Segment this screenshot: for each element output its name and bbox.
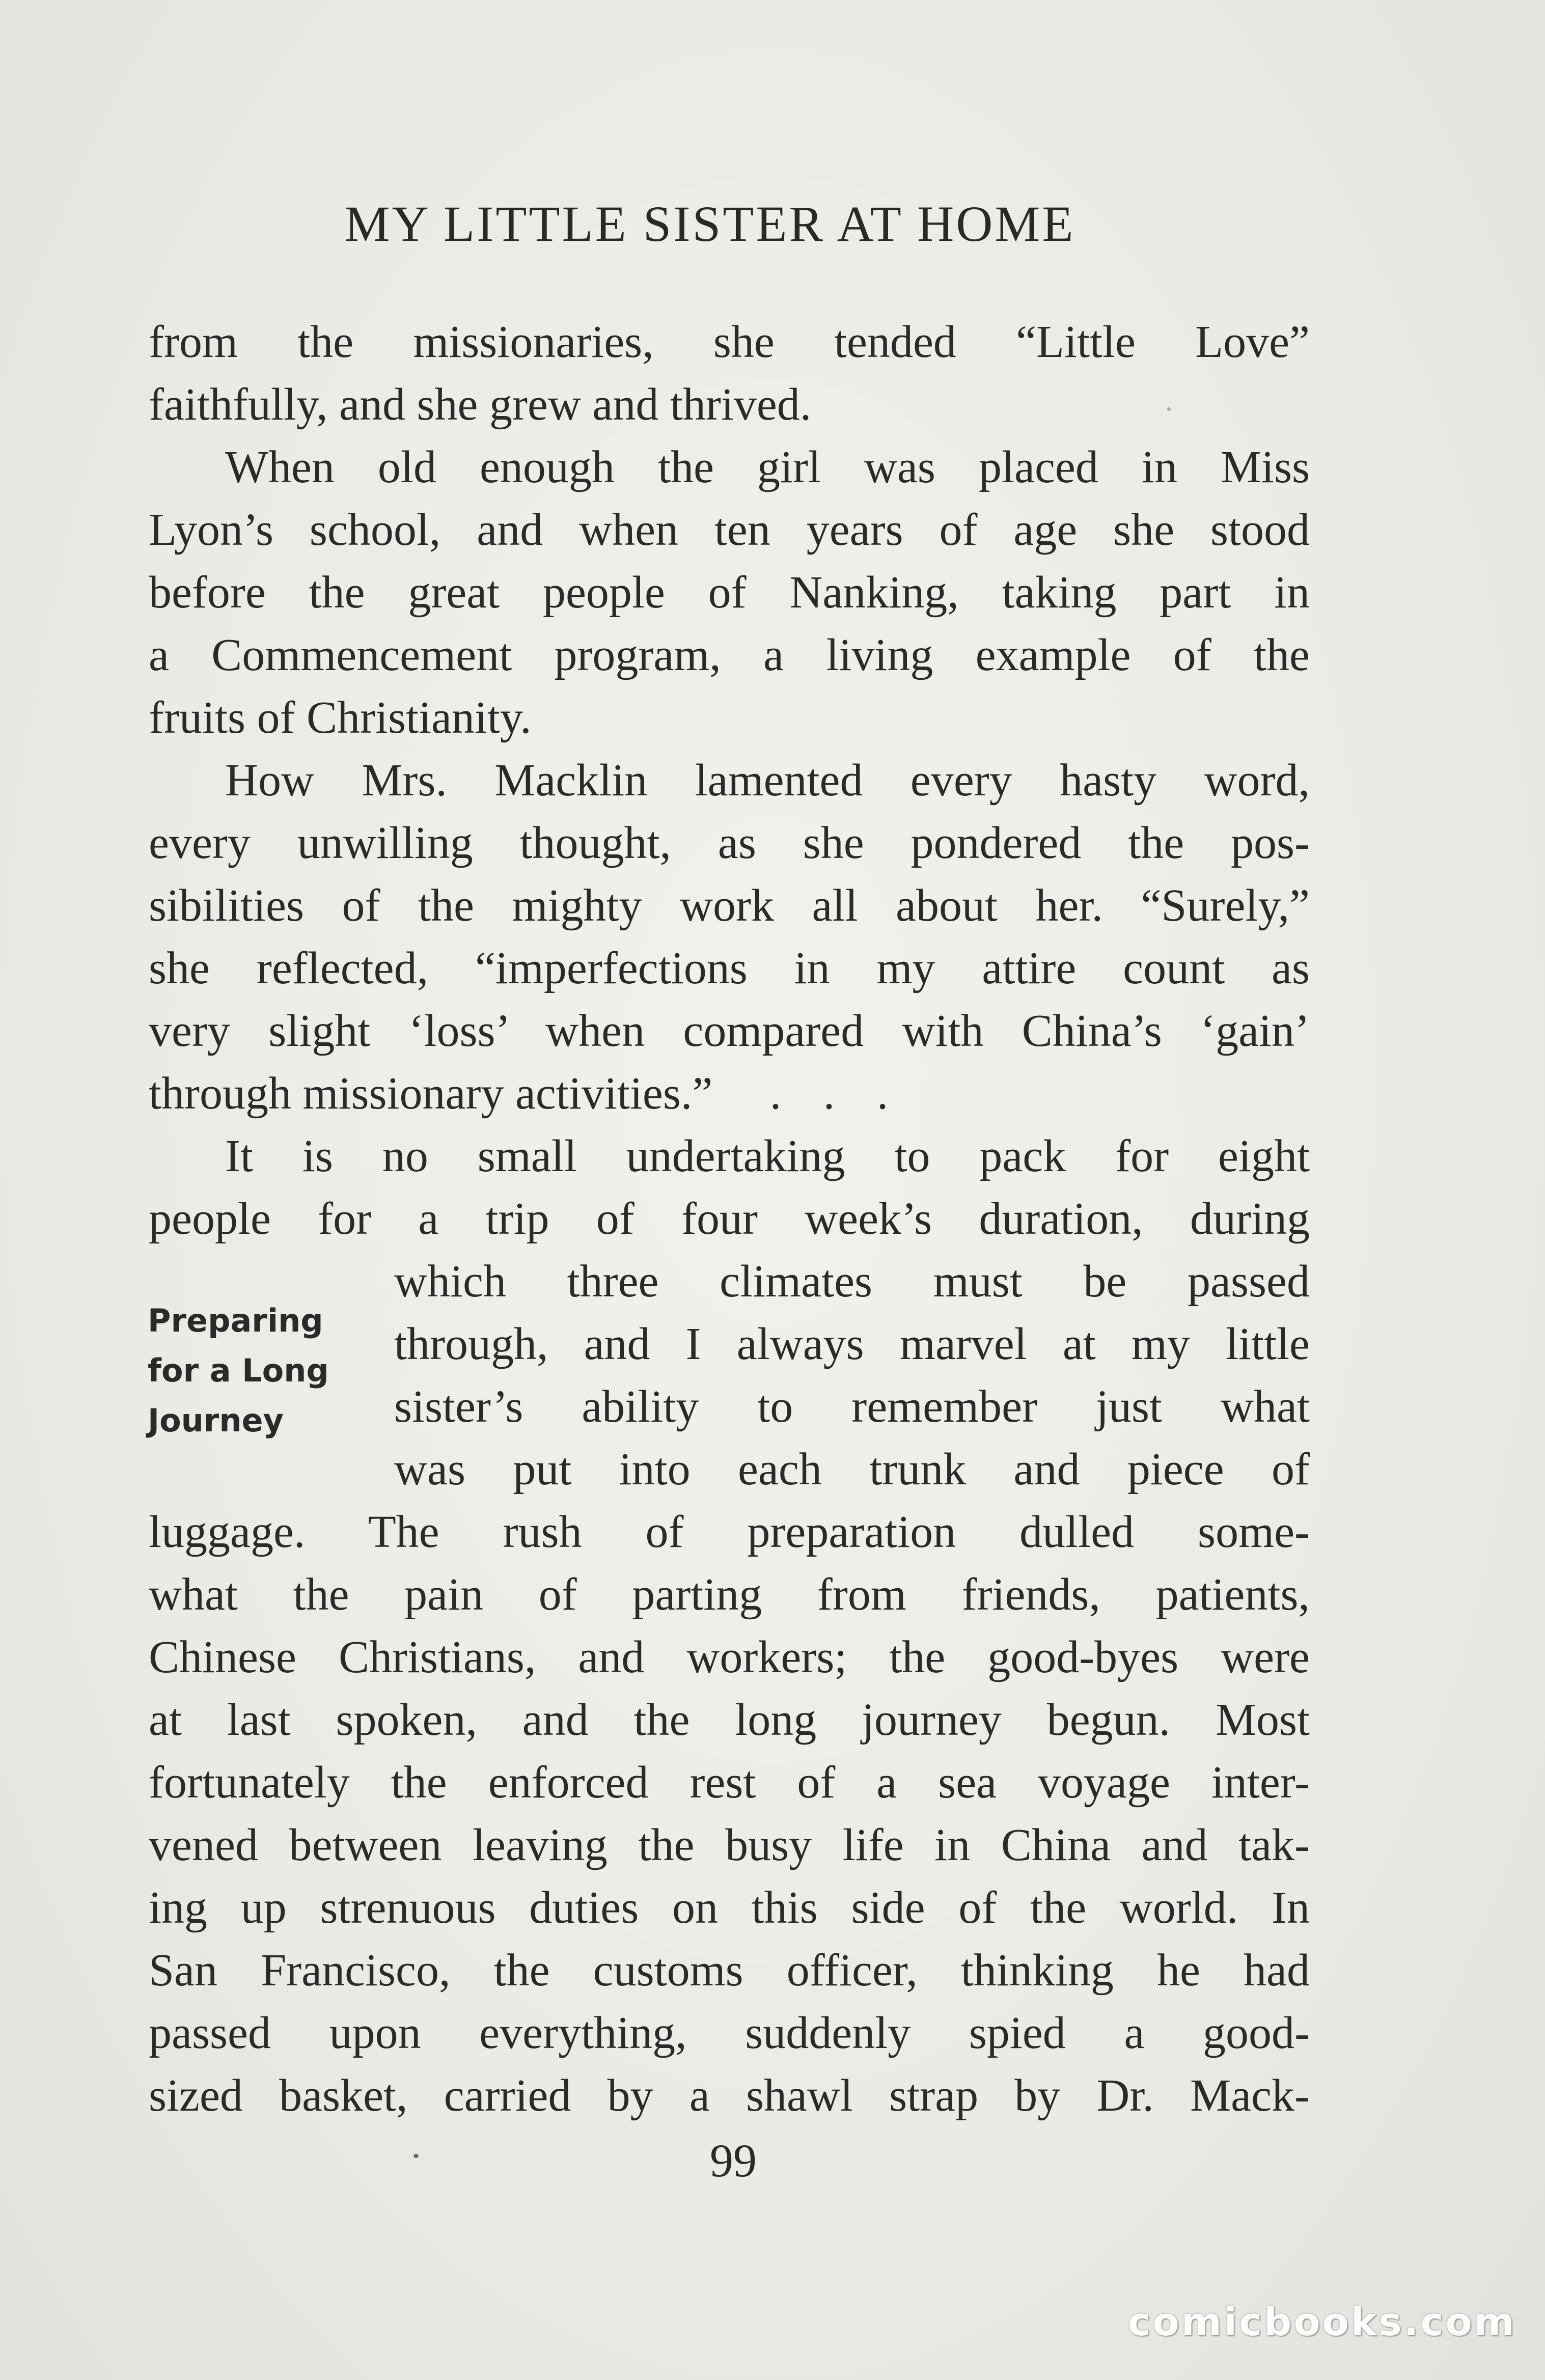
text-line: fortunately the enforced rest of a sea voyage inter- [149,1757,1310,1808]
text-line: Lyon’s school, and when ten years of age she stood [149,505,1310,555]
text-line: from the missionaries, she tended “Little Love” [149,317,1310,367]
text-line: a Commencement program, a living example of the [149,630,1310,680]
watermark-logo: comicbooks.com [1127,2299,1516,2344]
text-line: ing up strenuous duties on this side of the world. In [149,1883,1310,1933]
text-line: It is no small undertaking to pack for eight [225,1131,1310,1181]
sidenote-line: for a Long [148,1352,329,1389]
text-line: fruits of Christianity. [149,693,532,743]
body-text [149,311,1310,2127]
sidenote-line: Preparing [148,1302,323,1339]
page-number: 99 [710,2135,757,2187]
text-line: every unwilling thought, as she pondered the pos- [149,818,1310,868]
ellipsis: . . . [769,1068,904,1119]
text-line: passed upon everything, suddenly spied a good- [149,2008,1310,2058]
text-line: When old enough the girl was placed in Miss [225,442,1310,492]
text-line: San Francisco, the customs officer, thinking he had [149,1945,1310,1996]
text-line: faithfully, and she grew and thrived. [149,379,812,430]
text-line: was put into each trunk and piece of [394,1444,1310,1495]
text-line: Chinese Christians, and workers; the good-byes were [149,1632,1310,1682]
text-line-with-ellipsis [149,1062,1310,1125]
paper-speck [1167,407,1171,411]
text-line: what the pain of parting from friends, patients, [149,1569,1310,1620]
sidenote-line: Journey [148,1402,284,1439]
text-line: luggage. The rush of preparation dulled some- [149,1507,1310,1557]
text-line: sister’s ability to remember just what [394,1381,1310,1432]
text-line: sized basket, carried by a shawl strap by Dr. Mack- [149,2070,1310,2121]
running-head: MY LITTLE SISTER AT HOME [344,196,1075,252]
text-line: How Mrs. Macklin lamented every hasty word, [225,755,1310,806]
margin-sidenote [148,1296,329,1446]
text-line: vened between leaving the busy life in China and tak- [149,1820,1310,1870]
text-line: before the great people of Nanking, taking part in [149,567,1310,618]
text-line: sibilities of the mighty work all about her. “Surely,” [149,880,1310,931]
text-line: she reflected, “imperfections in my attire count as [149,943,1310,993]
text-line: people for a trip of four week’s duration, during [149,1194,1310,1244]
text-line: very slight ‘loss’ when compared with China’s ‘gain’ [149,1006,1310,1056]
text-line: through, and I always marvel at my little [394,1319,1310,1369]
text-line: which three climates must be passed [394,1256,1310,1307]
text-line: through missionary activities.” [149,1068,713,1119]
text-line: at last spoken, and the long journey begun. Most [149,1695,1310,1745]
